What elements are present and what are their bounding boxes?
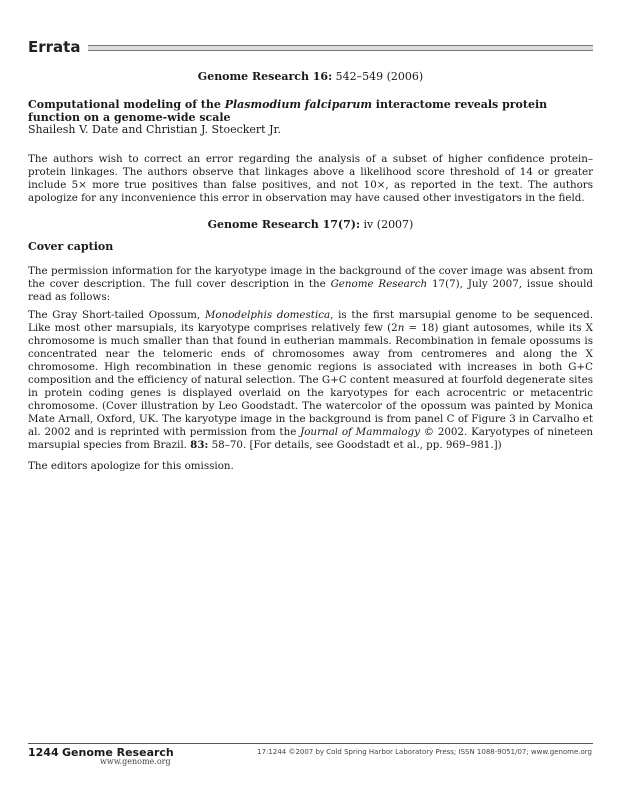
erratum1-reference [28,70,593,83]
text-run: = 18) giant autosomes, while its X chromosome is much smaller than that found in eutherian mammals. Recombination in female opossums is concentrated near the telomeric ends of chromosomes away from centromeres and along the X chromosome. High recombination in these genomic regions is associated with increases in both G+C composition and the efficiency of natural selection. The G+C content measured at fourfold degenerate sites in protein coding genes is displayed overlaid on the karyotypes for each acrocentric or metacentric chromosome. (Cover illustration by Leo Goodstadt. The watercolor of the opossum was painted by Monica Mate Arnall, Oxford, UK. The karyotype image in the background is from panel C of Figure 3 in Carvalho et al. 2002 and is reprinted with permission from the [28,322,593,438]
journal-title-italic: Genome Research [330,278,428,290]
text-run: 17(7), July 2007, issue should read as follows: [28,278,593,303]
erratum1-citation: 542–549 (2006) [332,70,424,83]
text-run: © 2002. Karyotypes of nineteen marsupial species from Brazil. [28,426,593,451]
variable-n: n [397,322,405,334]
title-part: Computational modeling of the [28,98,225,111]
header-rule [88,45,593,51]
erratum1-journal: Genome Research 16: [197,70,333,83]
erratum1-article-title [28,98,558,124]
erratum1-body: The authors wish to correct an error regarding the analysis of a subset of higher confidence protein–protein linkages. The authors observe that linkages above a likelihood score threshold of 14 or greater include 5× more true positives than false positives, and not 10×, as reported in the text. The authors apologize for any inconvenience this error in observation may have caused other investigators in the field. [28,153,593,204]
cover-caption-heading: Cover caption [28,240,114,253]
erratum2-journal: Genome Research 17(7): [207,218,361,231]
footer-citation: 17:1244 ©2007 by Cold Spring Harbor Laboratory Press; ISSN 1088-9051/07; www.genome.org [257,748,592,756]
title-part: interactome reveals protein function on a genome-wide scale [28,98,548,124]
erratum2-permission-paragraph [28,265,593,304]
errata-title: Errata [28,38,81,56]
journal-title-italic: Journal of Mammalogy [300,426,420,438]
title-species: Plasmodium falciparum [224,98,372,111]
page-number: 1244 [28,746,59,759]
editors-apology: The editors apologize for this omission. [28,460,234,472]
text-run: , is the first marsupial genome to be sequenced. Like most other marsupials, its karyotype comprises relatively few (2 [28,309,593,334]
footer-journal-name: Genome Research [62,746,174,759]
text-run: The Gray Short-tailed Opossum, [28,309,205,321]
erratum2-citation: iv (2007) [360,218,414,231]
footer-journal-url: www.genome.org [100,757,171,766]
cover-description-paragraph [28,309,593,452]
errata-header [28,38,593,58]
text-run: The permission information for the karyotype image in the background of the cover image was absent from the cover description. The full cover description in the [28,265,593,290]
species-name: Monodelphis domestica [204,309,331,321]
text-run: 58–70. [For details, see Goodstadt et al., pp. 969–981.]) [208,439,502,451]
erratum2-reference [28,218,593,231]
volume-number: 83: [190,439,209,451]
footer-rule [28,743,593,744]
erratum1-authors: Shailesh V. Date and Christian J. Stoeckert Jr. [28,123,282,136]
